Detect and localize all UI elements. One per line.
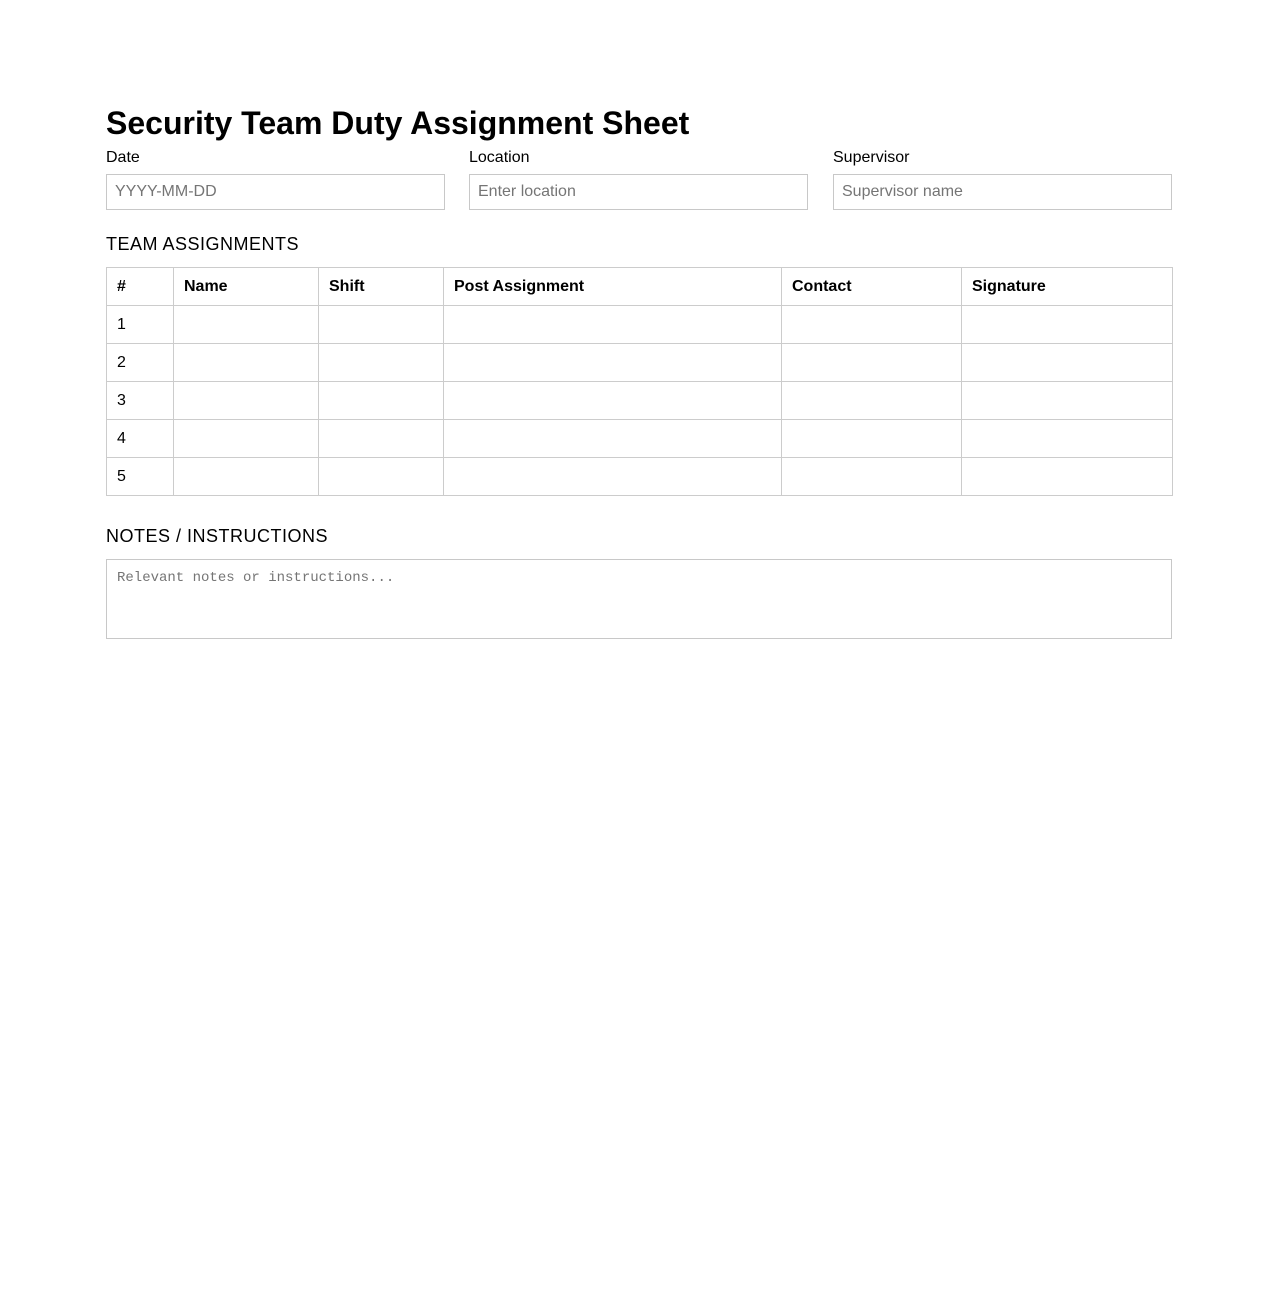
table-row <box>107 458 1173 496</box>
row-number: 1 <box>107 306 174 344</box>
shift-cell[interactable] <box>319 458 444 496</box>
column-header-shift: Shift <box>319 268 444 306</box>
location-field-group <box>469 148 808 210</box>
date-input[interactable] <box>106 174 445 210</box>
post-cell[interactable] <box>444 306 782 344</box>
supervisor-input[interactable] <box>833 174 1172 210</box>
post-cell[interactable] <box>444 344 782 382</box>
name-cell[interactable] <box>174 344 319 382</box>
column-header-name: Name <box>174 268 319 306</box>
row-number: 4 <box>107 420 174 458</box>
signature-cell[interactable] <box>962 420 1173 458</box>
table-header-row <box>107 268 1173 306</box>
location-input[interactable] <box>469 174 808 210</box>
date-field-group <box>106 148 445 210</box>
table-row <box>107 420 1173 458</box>
signature-cell[interactable] <box>962 458 1173 496</box>
page-title: Security Team Duty Assignment Sheet <box>106 105 690 141</box>
row-number: 2 <box>107 344 174 382</box>
signature-cell[interactable] <box>962 382 1173 420</box>
location-label: Location <box>469 149 530 166</box>
contact-cell[interactable] <box>782 382 962 420</box>
table-row <box>107 306 1173 344</box>
post-cell[interactable] <box>444 458 782 496</box>
post-cell[interactable] <box>444 382 782 420</box>
table-row <box>107 344 1173 382</box>
shift-cell[interactable] <box>319 344 444 382</box>
name-cell[interactable] <box>174 420 319 458</box>
shift-cell[interactable] <box>319 420 444 458</box>
column-header-signature: Signature <box>962 268 1173 306</box>
row-number: 5 <box>107 458 174 496</box>
table-row <box>107 382 1173 420</box>
column-header-post-assignment: Post Assignment <box>444 268 782 306</box>
notes-heading: NOTES / INSTRUCTIONS <box>106 526 329 546</box>
notes-textarea[interactable] <box>106 559 1172 639</box>
name-cell[interactable] <box>174 458 319 496</box>
assignments-table <box>106 267 1173 496</box>
signature-cell[interactable] <box>962 344 1173 382</box>
team-assignments-heading: TEAM ASSIGNMENTS <box>106 234 300 254</box>
supervisor-field-group <box>833 148 1172 210</box>
contact-cell[interactable] <box>782 420 962 458</box>
post-cell[interactable] <box>444 420 782 458</box>
contact-cell[interactable] <box>782 344 962 382</box>
date-label: Date <box>106 149 140 166</box>
contact-cell[interactable] <box>782 458 962 496</box>
row-number: 3 <box>107 382 174 420</box>
supervisor-label: Supervisor <box>833 149 910 166</box>
name-cell[interactable] <box>174 306 319 344</box>
shift-cell[interactable] <box>319 382 444 420</box>
shift-cell[interactable] <box>319 306 444 344</box>
column-header-number: # <box>107 268 174 306</box>
name-cell[interactable] <box>174 382 319 420</box>
contact-cell[interactable] <box>782 306 962 344</box>
column-header-contact: Contact <box>782 268 962 306</box>
signature-cell[interactable] <box>962 306 1173 344</box>
